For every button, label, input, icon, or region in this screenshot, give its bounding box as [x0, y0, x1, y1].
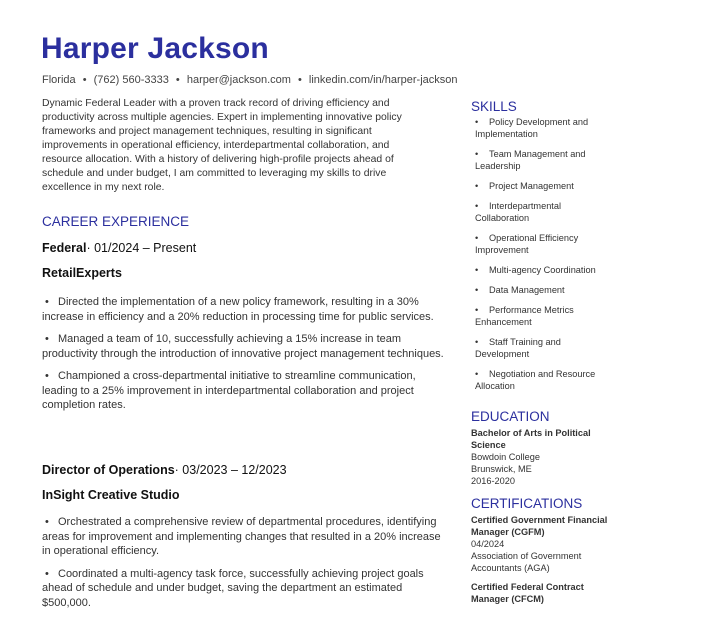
company-name: InSight Creative Studio — [42, 488, 180, 502]
degree-text: Bachelor of Arts in Political Science — [471, 428, 591, 450]
list-item — [42, 332, 452, 361]
bullet-dot: • — [475, 233, 479, 243]
candidate-name: Harper Jackson — [41, 32, 269, 65]
certification-date: 04/2024 — [471, 539, 505, 549]
contact-separator: • — [298, 74, 302, 86]
list-item — [475, 116, 615, 140]
skill-text: Multi-agency Coordination — [489, 265, 596, 275]
skill-text: Project Management — [489, 181, 574, 191]
location-text: Florida — [42, 74, 76, 86]
linkedin-text: linkedin.com/in/harper-jackson — [308, 74, 458, 86]
bullet-dot: • — [475, 265, 479, 275]
job-dates: · 01/2024 – Present — [86, 241, 197, 255]
job-bullets — [42, 515, 452, 618]
list-item — [42, 369, 452, 413]
skill-text: Team Management and Leadership — [475, 149, 586, 171]
job-dates: · 03/2023 – 12/2023 — [174, 463, 287, 477]
bullet-dot: • — [45, 516, 49, 528]
phone-text: (762) 560-3333 — [93, 74, 169, 86]
contact-line — [42, 74, 458, 86]
list-item — [475, 200, 615, 224]
certification-entry — [471, 514, 621, 574]
list-item — [42, 295, 452, 324]
bullet-dot: • — [475, 201, 479, 211]
bullet-dot: • — [475, 149, 479, 159]
list-item — [475, 232, 615, 256]
list-item — [475, 336, 615, 360]
bullet-text: Managed a team of 10, successfully achieving a 15% increase in team productivity through the introduction of innovative project management techniques. — [42, 333, 444, 360]
bullet-dot: • — [475, 181, 479, 191]
list-item — [475, 264, 615, 276]
job-title: Director of Operations — [42, 463, 175, 477]
certifications-heading: CERTIFICATIONS — [471, 496, 583, 511]
skills-heading: SKILLS — [471, 99, 517, 114]
list-item — [475, 148, 615, 172]
career-experience-heading: CAREER EXPERIENCE — [42, 214, 190, 229]
bullet-dot: • — [45, 370, 49, 382]
education-heading: EDUCATION — [471, 409, 550, 424]
bullet-dot: • — [475, 369, 479, 379]
contact-separator: • — [175, 74, 180, 86]
list-item — [42, 515, 452, 559]
skill-text: Operational Efficiency Improvement — [475, 233, 579, 255]
school-text: Bowdoin College — [471, 452, 540, 462]
skill-text: Interdepartmental Collaboration — [475, 201, 562, 223]
list-item — [475, 284, 615, 296]
bullet-dot: • — [475, 285, 479, 295]
list-item — [475, 368, 615, 392]
bullet-dot: • — [45, 567, 49, 580]
list-item — [475, 180, 615, 192]
list-item — [475, 304, 615, 328]
bullet-text: Directed the implementation of a new policy framework, resulting in a 30% increase in efficiency and a 20% reduction in processing time for public services. — [42, 296, 434, 323]
job-title: Federal — [42, 241, 87, 255]
professional-summary: Dynamic Federal Leader with a proven track record of driving efficiency and productivity across multiple agencies. Expert in implementing innovative policy frameworks and project management techniques, resulting in significant improvements in operational efficiency, interdepartmental collaboration, and resource allocation. With a history of delivering high-profile projects ahead of schedule and under budget, I am committed to leveraging my skills to drive excellence in my next role. — [42, 98, 402, 193]
skill-text: Data Management — [489, 285, 565, 295]
bullet-text: Coordinated a multi-agency task force, successfully achieving project goals ahead of schedule and under budget, saving the department an estimated $500,000. — [42, 567, 424, 609]
certification-name: Certified Federal Contract Manager (CFCM) — [471, 582, 584, 604]
list-item — [42, 567, 452, 611]
certification-entry — [471, 581, 621, 605]
bullet-dot: • — [45, 296, 49, 308]
job-bullets — [42, 295, 452, 421]
education-years: 2016-2020 — [471, 476, 515, 486]
job-title-line — [42, 463, 287, 477]
bullet-dot: • — [475, 305, 479, 315]
certification-issuer: Association of Government Accountants (AGA) — [471, 551, 582, 573]
contact-separator: • — [82, 74, 87, 86]
bullet-dot: • — [475, 117, 479, 127]
bullet-dot: • — [475, 337, 479, 347]
skill-text: Staff Training and Development — [475, 337, 561, 359]
skill-text: Performance Metrics Enhancement — [475, 305, 574, 327]
school-location: Brunswick, ME — [471, 464, 532, 474]
certification-name: Certified Government Financial Manager (CGFM) — [471, 515, 608, 537]
skills-list — [475, 116, 615, 400]
company-name: RetailExperts — [42, 266, 122, 280]
bullet-text: Orchestrated a comprehensive review of departmental procedures, identifying areas for improvement and implementing changes that resulted in a 20% increase in operational efficiency. — [42, 516, 441, 557]
education-entry — [471, 427, 621, 487]
bullet-text: Championed a cross-departmental initiative to streamline communication, leading to a 25% improvement in interdepartmental collaboration and project completion rates. — [42, 370, 416, 411]
skill-text: Policy Development and Implementation — [475, 117, 589, 139]
job-title-line — [42, 241, 196, 255]
bullet-dot: • — [45, 333, 49, 345]
skill-text: Negotiation and Resource Allocation — [475, 369, 596, 391]
email-text: harper@jackson.com — [186, 74, 291, 86]
